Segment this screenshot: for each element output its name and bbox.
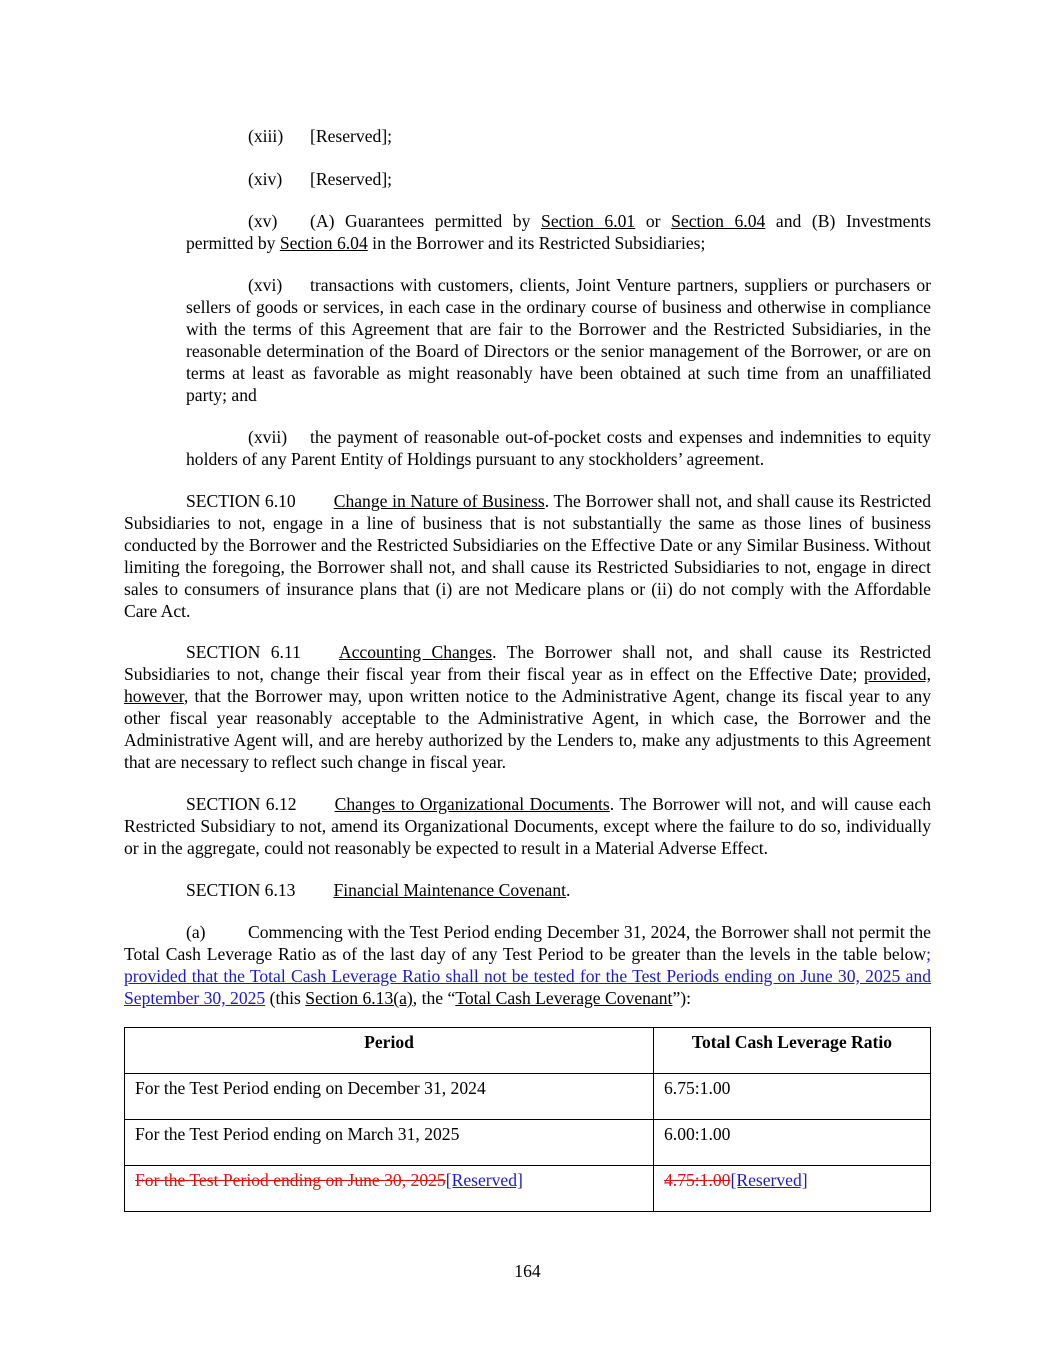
provided-however: provided, however bbox=[124, 664, 931, 706]
table-header-row bbox=[125, 1028, 931, 1074]
table-row bbox=[125, 1074, 931, 1120]
clause-xiii bbox=[248, 125, 392, 147]
inserted-text: [Reserved] bbox=[445, 1170, 523, 1190]
section-body: . The Borrower shall not, and shall cause its Restricted Subsidiaries to not, engage in a line of business that is not substantially the same as those lines of business conducted by the Borrower and the Restricted Subsidiaries on the Effective Date or any Similar Business. Without limiting the foregoing, the Borrower shall not, and shall cause its Restricted Subsidiaries to not, engage in direct sales to consumers of insurance plans that (i) are not Medicare plans or (ii) do not comply with the Affordable Care Act. bbox=[124, 491, 931, 621]
table-row-amended bbox=[125, 1166, 931, 1212]
clause-label: (a) bbox=[186, 922, 206, 942]
section-title: Accounting Changes bbox=[338, 642, 493, 662]
section-title: Changes to Organizational Documents bbox=[334, 794, 610, 814]
clause-text: [Reserved]; bbox=[310, 169, 393, 189]
section-reference[interactable]: Section 6.01 bbox=[541, 211, 636, 231]
ratio-cell bbox=[654, 1166, 931, 1212]
ratio-cell: 6.00:1.00 bbox=[654, 1120, 931, 1166]
leverage-ratio-table bbox=[124, 1027, 931, 1212]
clause-text: [Reserved]; bbox=[310, 126, 393, 146]
clause-label: (xiii) bbox=[248, 126, 284, 146]
period-cell: For the Test Period ending on March 31, 2025 bbox=[125, 1120, 654, 1166]
column-header-ratio: Total Cash Leverage Ratio bbox=[654, 1028, 931, 1074]
section-number: SECTION 6.10 bbox=[186, 491, 296, 511]
clause-label: (xvi) bbox=[248, 275, 283, 295]
period-cell bbox=[125, 1166, 654, 1212]
clause-xiv bbox=[248, 168, 392, 190]
section-reference[interactable]: Section 6.13(a) bbox=[305, 988, 413, 1008]
deleted-text: 4.75:1.00 bbox=[664, 1170, 731, 1190]
section-reference[interactable]: Section 6.04 bbox=[671, 211, 766, 231]
clause-xvii bbox=[186, 426, 931, 470]
clause-xv: (xv) (A) Guarantees permitted by Section 6.01 or Section 6.04 and (B) Investments permitted by Section 6.04 in the Borrower and its Restricted Subsidiaries; bbox=[186, 211, 932, 253]
page-number: 164 bbox=[514, 1261, 541, 1281]
section-title: Change in Nature of Business bbox=[333, 491, 545, 511]
inserted-text: [Reserved] bbox=[730, 1170, 808, 1190]
section-body: . The Borrower will not, and will cause each Restricted Subsidiary to not, amend its Organizational Documents, except where the failure to do so, individually or in the aggregate, could not reasonably be expected to result in a Material Adverse Effect. bbox=[124, 794, 932, 858]
clause-label: (xv) bbox=[248, 211, 278, 231]
period-cell: For the Test Period ending on December 31, 2024 bbox=[125, 1074, 654, 1120]
clause-text: transactions with customers, clients, Joint Venture partners, suppliers or purchasers or sellers of goods or services, in each case in the ordinary course of business and otherwise in compliance with the terms of this Agreement that are fair to the Borrower and the Restricted Subsidiaries, in the reasonable determination of the Board of Directors or the senior management of the Borrower, or are on terms at least as favorable as might reasonably have been obtained at such time from an unaffiliated party; and bbox=[186, 275, 931, 405]
defined-term: Total Cash Leverage Covenant bbox=[455, 988, 673, 1008]
clause-xvi bbox=[186, 274, 931, 406]
clause-text: the payment of reasonable out-of-pocket costs and expenses and indemnities to equity holders of any Parent Entity of Holdings pursuant to any stockholders’ agreement. bbox=[186, 427, 931, 469]
paragraph-a: (a) Commencing with the Test Period ending December 31, 2024, the Borrower shall not permit the Total Cash Leverage Ratio as of the last day of any Test Period to be greater than the levels in the table below; provided that the Total Cash Leverage Ratio shall not be tested for the Test Periods ending on June 30, 2025 and September 30, 2025 (this Section 6.13(a), the “Total Cash Leverage Covenant”): bbox=[124, 922, 931, 1008]
inserted-text: ; provided that the Total Cash Leverage Ratio shall not be tested for the Test Periods ending on June 30, 2025 and September 30, 2025 bbox=[124, 944, 931, 1008]
section-6-12 bbox=[124, 793, 931, 859]
section-number: SECTION 6.13 bbox=[186, 880, 296, 900]
section-number: SECTION 6.12 bbox=[186, 794, 297, 814]
table-row bbox=[125, 1120, 931, 1166]
section-number: SECTION 6.11 bbox=[186, 642, 301, 662]
section-6-10 bbox=[124, 490, 931, 622]
section-6-13: SECTION 6.13 Financial Maintenance Covenant. bbox=[186, 880, 571, 900]
section-title: Financial Maintenance Covenant bbox=[333, 880, 567, 900]
column-header-period: Period bbox=[125, 1028, 654, 1074]
clause-label: (xvii) bbox=[248, 427, 288, 447]
ratio-cell: 6.75:1.00 bbox=[654, 1074, 931, 1120]
section-6-11: SECTION 6.11 Accounting Changes. The Borrower shall not, and shall cause its Restricted Subsidiaries to not, change their fiscal year from their fiscal year as in effect on the Effective Date; provided, however, that the Borrower may, upon written notice to the Administrative Agent, change its fiscal year to any other fiscal year reasonably acceptable to the Administrative Agent, in which case, the Borrower and the Administrative Agent will, and are hereby authorized by the Lenders to, make any adjustments to this Agreement that are necessary to reflect such change in fiscal year. bbox=[124, 642, 931, 772]
deleted-text: For the Test Period ending on June 30, 2025 bbox=[135, 1170, 446, 1190]
section-reference[interactable]: Section 6.04 bbox=[279, 233, 368, 253]
clause-label: (xiv) bbox=[248, 169, 283, 189]
